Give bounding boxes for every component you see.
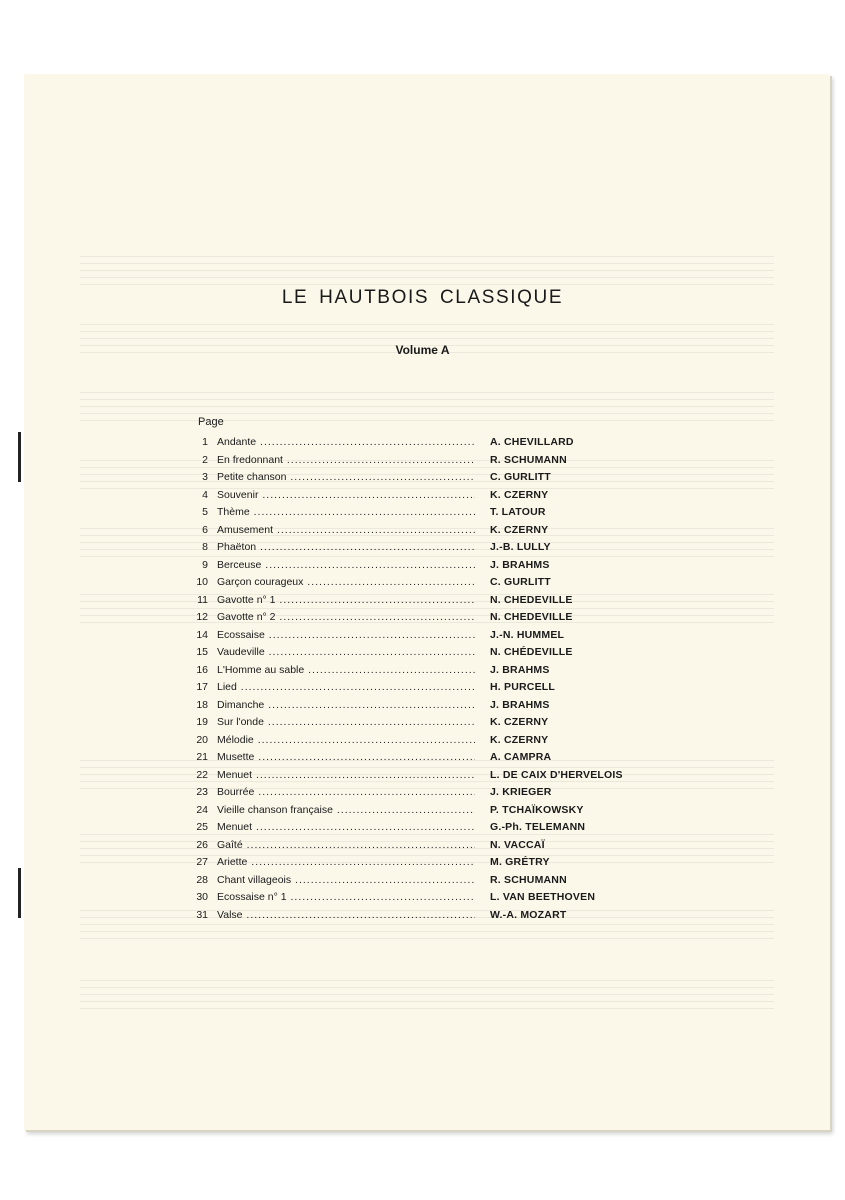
toc-page-number: 19	[196, 716, 208, 728]
toc-page-number: 24	[196, 803, 208, 816]
toc-composer: R. SCHUMANN	[490, 873, 567, 886]
toc-row	[190, 697, 630, 713]
toc-piece-title: Chant villageois .....	[217, 872, 475, 888]
toc-page-number: 25	[196, 821, 208, 833]
toc-composer: A. CAMPRA	[490, 751, 552, 763]
toc-composer: W.-A. MOZART	[490, 908, 567, 921]
toc-composer: J.-B. LULLY	[490, 541, 551, 553]
toc-page-number: 23	[196, 786, 208, 798]
toc-row	[190, 504, 630, 520]
toc-row	[190, 837, 630, 853]
document-title: LE HAUTBOIS CLASSIQUE	[281, 287, 564, 308]
toc-piece-title: Musette .....	[217, 749, 475, 765]
toc-composer: J. BRAHMS	[490, 558, 550, 571]
toc-composer: N. CHEDEVILLE	[490, 593, 573, 606]
left-edge-mark-bottom	[18, 868, 21, 918]
toc-piece-title: Andante .....	[217, 434, 475, 450]
page-column-header: Page	[198, 416, 224, 428]
toc-piece-title: Thème .....	[217, 504, 475, 520]
toc-page-number: 21	[196, 751, 208, 763]
toc-page-number: 16	[196, 663, 208, 676]
toc-row	[190, 784, 630, 800]
toc-piece-title: Gavotte n° 1 .....	[217, 592, 475, 608]
toc-page-number: 5	[202, 506, 208, 518]
toc-row	[190, 802, 630, 818]
toc-page-number: 15	[196, 646, 208, 658]
toc-composer: N. VACCAÏ	[490, 838, 545, 851]
toc-page-number: 10	[196, 576, 208, 588]
toc-page-number: 4	[202, 488, 208, 501]
volume-label: Volume A	[395, 343, 450, 357]
toc-composer: J. BRAHMS	[490, 663, 550, 676]
left-edge-mark-top	[18, 432, 21, 482]
toc-piece-title: Sur l'onde .....	[217, 714, 475, 730]
toc-row	[190, 732, 630, 748]
toc-page-number: 6	[202, 523, 208, 536]
toc-piece-title: Menuet .....	[217, 767, 475, 783]
toc-page-number: 12	[196, 611, 208, 623]
toc-piece-title: Vaudeville .....	[217, 644, 475, 660]
toc-row	[190, 434, 630, 450]
toc-piece-title: Menuet .....	[217, 819, 475, 835]
toc-composer: A. CHEVILLARD	[490, 436, 574, 448]
toc-composer: L. VAN BEETHOVEN	[490, 891, 596, 903]
toc-page-number: 3	[202, 471, 208, 483]
toc-row	[190, 609, 630, 625]
toc-page-number: 28	[196, 873, 208, 886]
toc-row	[190, 872, 630, 888]
toc-row	[190, 854, 630, 870]
toc-page-number: 2	[202, 453, 208, 466]
toc-composer: C. GURLITT	[490, 576, 551, 588]
toc-page-number: 14	[196, 628, 208, 641]
toc-row	[190, 539, 630, 555]
toc-row	[190, 469, 630, 485]
toc-row	[190, 907, 630, 923]
toc-page-number: 11	[197, 593, 208, 606]
toc-piece-title: Ecossaise n° 1 .....	[217, 889, 475, 905]
toc-page-number: 18	[196, 698, 208, 711]
toc-piece-title: Souvenir .....	[217, 487, 475, 503]
toc-piece-title: Bourrée .....	[217, 784, 475, 800]
toc-row	[190, 644, 630, 660]
toc-piece-title: Vieille chanson française .....	[217, 802, 475, 818]
toc-row	[190, 767, 630, 783]
toc-composer: P. TCHAÏKOWSKY	[490, 803, 584, 816]
toc-piece-title: Ecossaise .....	[217, 627, 475, 643]
toc-page-number: 9	[202, 558, 208, 571]
toc-row	[190, 819, 630, 835]
toc-row	[190, 452, 630, 468]
toc-row	[190, 889, 630, 905]
toc-composer: K. CZERNY	[490, 523, 549, 536]
toc-page-number: 17	[196, 681, 208, 693]
toc-page-number: 8	[202, 541, 208, 553]
toc-piece-title: Dimanche .....	[217, 697, 475, 713]
toc-piece-title: En fredonnant .....	[217, 452, 475, 468]
toc-row	[190, 592, 630, 608]
toc-composer: J.-N. HUMMEL	[490, 628, 565, 641]
toc-composer: G.-Ph. TELEMANN	[490, 821, 586, 833]
toc-row	[190, 749, 630, 765]
toc-piece-title: Petite chanson .....	[217, 469, 475, 485]
toc-row	[190, 557, 630, 573]
toc-piece-title: Lied .....	[217, 679, 475, 695]
toc-piece-title: Mélodie .....	[217, 732, 475, 748]
toc-row	[190, 662, 630, 678]
toc-piece-title: Garçon courageux .....	[217, 574, 475, 590]
toc-piece-title: Ariette .....	[217, 854, 475, 870]
toc-piece-title: Valse .....	[217, 907, 475, 923]
toc-composer: K. CZERNY	[490, 716, 549, 728]
toc-composer: C. GURLITT	[490, 471, 551, 483]
toc-composer: K. CZERNY	[490, 488, 549, 501]
toc-composer: J. BRAHMS	[490, 698, 550, 711]
toc-row	[190, 627, 630, 643]
toc-page-number: 30	[196, 891, 208, 903]
toc-row	[190, 522, 630, 538]
toc-composer: K. CZERNY	[490, 733, 549, 746]
toc-composer: H. PURCELL	[490, 681, 555, 693]
toc-page-number: 1	[202, 436, 208, 448]
toc-page-number: 31	[196, 908, 208, 921]
toc-composer: L. DE CAIX D'HERVELOIS	[490, 768, 623, 781]
toc-page-number: 27	[196, 856, 208, 868]
toc-row	[190, 487, 630, 503]
toc-page-number: 26	[196, 838, 208, 851]
toc-composer: N. CHÉDEVILLE	[490, 646, 573, 658]
toc-composer: M. GRÉTRY	[490, 856, 550, 868]
toc-row	[190, 714, 630, 730]
toc-row	[190, 679, 630, 695]
toc-composer: N. CHEDEVILLE	[490, 611, 573, 623]
toc-piece-title: Amusement .....	[217, 522, 475, 538]
toc-piece-title: L'Homme au sable .....	[217, 662, 475, 678]
toc-piece-title: Phaëton .....	[217, 539, 475, 555]
toc-page-number: 20	[196, 733, 208, 746]
toc-row	[190, 574, 630, 590]
toc-composer: R. SCHUMANN	[490, 453, 567, 466]
toc-piece-title: Gaîté .....	[217, 837, 475, 853]
toc-composer: J. KRIEGER	[490, 786, 552, 798]
toc-piece-title: Berceuse .....	[217, 557, 475, 573]
toc-composer: T. LATOUR	[490, 506, 546, 518]
toc-page-number: 22	[196, 768, 208, 781]
toc-piece-title: Gavotte n° 2 .....	[217, 609, 475, 625]
